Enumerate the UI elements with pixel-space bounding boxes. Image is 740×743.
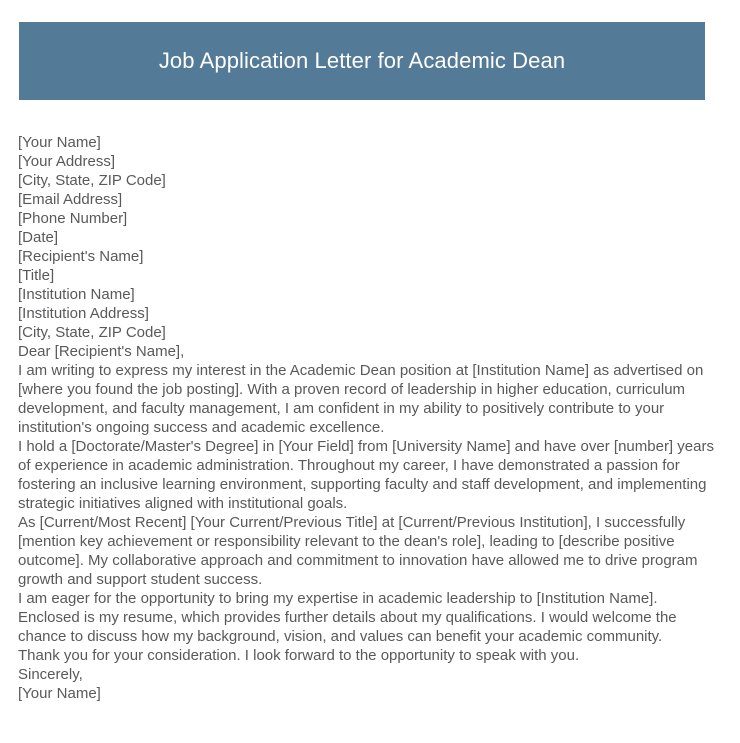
- signature-name: [Your Name]: [18, 685, 101, 702]
- recipient-institution-name: [Institution Name]: [18, 286, 135, 303]
- recipient-address-block: [18, 247, 715, 342]
- letter-paragraph-5: Thank you for your consideration. I look forward to the opportunity to speak with you.: [18, 647, 580, 664]
- page-title: Job Application Letter for Academic Dean: [158, 47, 566, 73]
- recipient-name: [Recipient's Name]: [18, 248, 144, 265]
- letter-paragraph-2: I hold a [Doctorate/Master's Degree] in [Your Field] from [University Name] and have over [number] years of experience in academic administration. Throughout my career, I have demonstrated a passion for fostering an inclusive learning environment, supporting faculty and staff development, and implementing strategic initiatives aligned with institutional goals.: [18, 438, 719, 512]
- letter-paragraph-1: I am writing to express my interest in the Academic Dean position at [Institution Name] as advertised on [where you found the job posting]. With a proven record of leadership in higher education, curriculum development, and faculty management, I am confident in my ability to positively contribute to your institution's ongoing success and academic excellence.: [18, 362, 708, 436]
- recipient-institution-address: [Institution Address]: [18, 305, 149, 322]
- letter-date: [Date]: [18, 229, 59, 246]
- sender-address: [Your Address]: [18, 153, 116, 170]
- sender-city-state-zip: [City, State, ZIP Code]: [18, 172, 166, 189]
- letter-paragraph-3: As [Current/Most Recent] [Your Current/Previous Title] at [Current/Previous Institution], I successfully [mention key achievement or responsibility relevant to the dean's role], leading to [describe positive outcome]. My collaborative approach and commitment to innovation have allowed me to drive program growth and support student success.: [18, 514, 702, 588]
- letter-body: [18, 133, 719, 703]
- sender-name: [Your Name]: [18, 134, 101, 151]
- document-header-banner: [19, 22, 705, 100]
- salutation: Dear [Recipient's Name],: [18, 343, 185, 360]
- recipient-title: [Title]: [18, 267, 55, 284]
- recipient-city-state-zip: [City, State, ZIP Code]: [18, 324, 166, 341]
- letter-paragraph-4: I am eager for the opportunity to bring my expertise in academic leadership to [Institution Name]. Enclosed is my resume, which provides further details about my qualifications. I would welcome the chance to discuss how my background, vision, and values can benefit your academic community.: [18, 590, 681, 645]
- closing-salutation: Sincerely,: [18, 666, 83, 683]
- sender-phone: [Phone Number]: [18, 210, 128, 227]
- sender-email: [Email Address]: [18, 191, 123, 208]
- sender-address-block: [18, 133, 715, 247]
